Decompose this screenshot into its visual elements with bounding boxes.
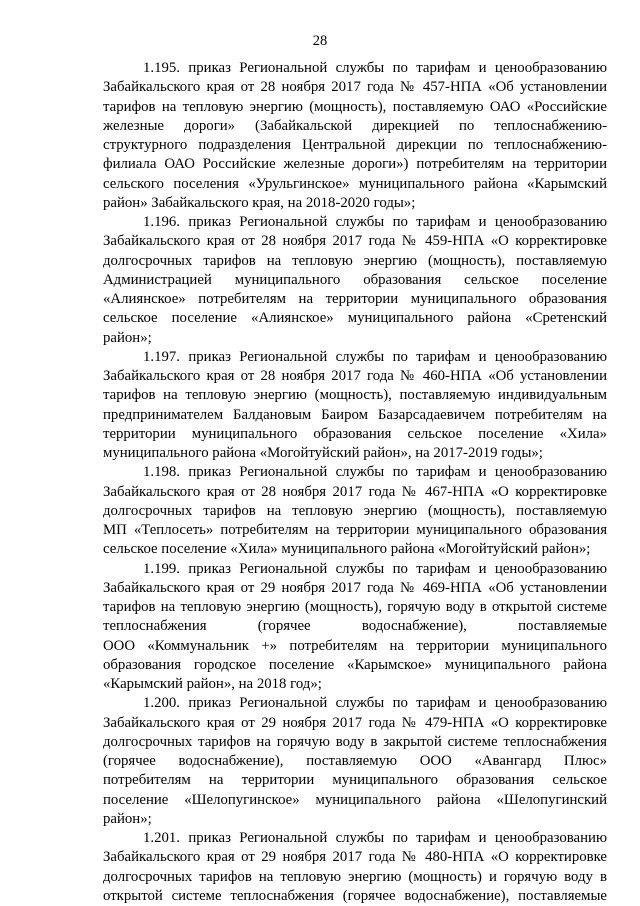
paragraph-line: 1.199. приказ Региональной службы по тарифам и ценообразованию (143, 560, 607, 577)
paragraph-line: предпринимателем Балдановым Баиром Базарсадаевичем потребителям на (103, 406, 607, 423)
paragraph-line: район»; (103, 329, 152, 346)
paragraph-line: «Карымский район», на 2018 год»; (103, 676, 322, 692)
paragraph-line: открытой системе теплоснабжения (горячее водоснабжение), поставляемые (103, 887, 607, 904)
paragraph-line: район» Забайкальского края, на 2018-2020 годы»; (103, 194, 416, 211)
paragraph-line: 1.200. приказ Региональной службы по тарифам и ценообразованию (143, 695, 607, 712)
paragraph-line: тарифов на тепловую энергию (мощность), поставляемую индивидуальным (103, 387, 607, 404)
paragraph-line: МП «Теплосеть» потребителям на территории муниципального образования (103, 522, 607, 538)
paragraph-line: долгосрочных тарифов на тепловую энергию (мощность), поставляемую (103, 252, 607, 269)
paragraph-line: ООО «Коммунальник +» потребителям на территории муниципального (103, 637, 607, 654)
paragraph-line: Забайкальского края от 28 ноября 2017 года № 460-НПА «Об установлении (103, 368, 607, 384)
paragraph-line: 1.196. приказ Региональной службы по тарифам и ценообразованию (143, 214, 607, 230)
paragraph-line: долгосрочных тарифов на тепловую энергию (мощность) и горячую воду в (103, 868, 607, 885)
paragraph-item (103, 560, 607, 695)
paragraph-line: долгосрочных тарифов на тепловую энергию (мощность), поставляемую (103, 502, 607, 519)
paragraph-line: филиала ОАО Российские железные дороги») потребителям на территории (103, 156, 607, 173)
paragraph-line: потребителям на территории муниципального образования сельское (103, 772, 607, 789)
paragraph-line: 1.195. приказ Региональной службы по тарифам и ценообразованию (143, 60, 607, 76)
paragraph-line: железные дороги» (Забайкальской дирекцией по теплоснабжению- (103, 117, 607, 134)
paragraph-item (103, 213, 607, 348)
paragraph-line: тарифов на тепловую энергию (мощность), поставляемую ОАО «Российские (103, 98, 607, 115)
paragraph-line: сельское поселение «Хила» муниципального района «Могойтуйский район»; (103, 541, 591, 558)
paragraph-item (103, 694, 607, 829)
paragraph-line: сельского поселения «Урульгинское» муниципального района «Карымский (103, 175, 607, 192)
paragraph-line: сельское поселение «Алиянское» муниципального района «Сретенский (103, 310, 607, 327)
paragraph-line: теплоснабжения (горячее водоснабжение), поставляемые (103, 618, 607, 635)
paragraph-line: 1.197. приказ Региональной службы по тарифам и ценообразованию (143, 348, 607, 365)
paragraph-line: Забайкальского края от 29 ноября 2017 года № 479-НПА «О корректировке (103, 714, 607, 731)
paragraph-item (103, 59, 607, 213)
paragraph-line: Администрацией муниципального образования сельское поселение (103, 271, 607, 288)
paragraph-line: тарифов на тепловую энергию (мощность), горячую воду в открытой системе (103, 599, 607, 615)
paragraph-line: Забайкальского края от 29 ноября 2017 года № 469-НПА «Об установлении (103, 579, 607, 596)
paragraph-line: 1.201. приказ Региональной службы по тарифам и ценообразованию (143, 830, 607, 846)
paragraph-item (103, 463, 607, 559)
paragraph-item (103, 348, 607, 464)
paragraph-line: (горячее водоснабжение), поставляемую ООО «Авангард Плюс» (103, 753, 607, 769)
paragraph-line: Забайкальского края от 29 ноября 2017 года № 480-НПА «О корректировке (103, 849, 607, 866)
paragraph-line: территории муниципального образования сельское поселение «Хила» (103, 425, 607, 442)
document-body (103, 59, 607, 906)
paragraph-item (103, 829, 607, 906)
paragraph-line: образования городское поселение «Карымское» муниципального района (103, 656, 607, 673)
paragraph-line: Забайкальского края от 28 ноября 2017 года № 457-НПА «Об установлении (103, 79, 607, 96)
paragraph-line: долгосрочных тарифов на горячую воду в закрытой системе теплоснабжения (103, 733, 607, 750)
paragraph-line: 1.198. приказ Региональной службы по тарифам и ценообразованию (143, 464, 607, 481)
paragraph-line: муниципального района «Могойтуйский район», на 2017-2019 годы»; (103, 445, 543, 461)
paragraph-line: структурного подразделения Центральной дирекции по теплоснабжению- (103, 137, 607, 153)
paragraph-line: «Алиянское» потребителям на территории муниципального образования (103, 291, 607, 307)
paragraph-line: поселение «Шелопугинское» муниципального района «Шелопугинский (103, 791, 607, 808)
paragraph-line: Забайкальского края от 28 ноября 2017 года № 467-НПА «О корректировке (103, 483, 607, 500)
paragraph-line: район»; (103, 810, 152, 827)
page-number: 28 (312, 33, 328, 49)
paragraph-line: Забайкальского края от 28 ноября 2017 года № 459-НПА «О корректировке (103, 233, 607, 250)
